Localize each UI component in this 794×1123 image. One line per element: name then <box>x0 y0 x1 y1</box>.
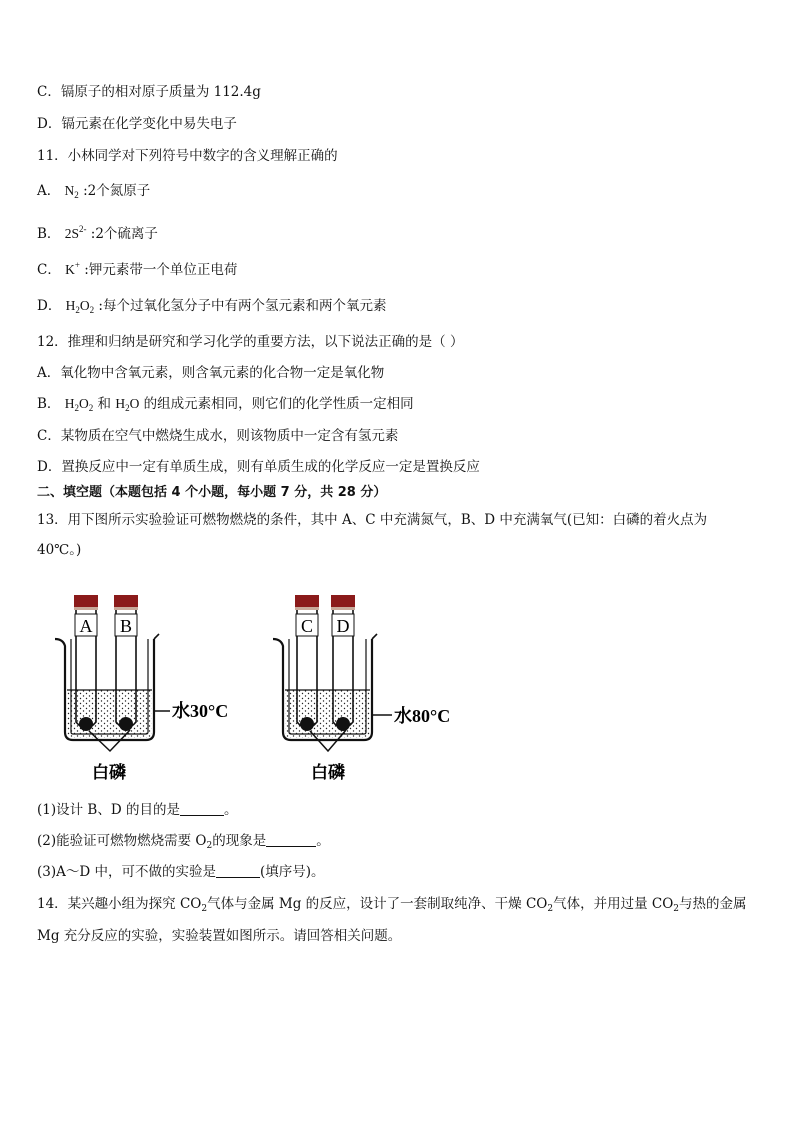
q12-option-b <box>37 394 414 414</box>
q10-option-d: D．镉元素在化学变化中易失电子 <box>37 116 237 132</box>
chem-symbol: $2S^{2-}$ <box>64 224 87 241</box>
q12-option-c: C．某物质在空气中燃烧生成水，则该物质中一定含有氢元素 <box>37 428 399 444</box>
water-temp-right: 水80°C <box>394 706 451 726</box>
q11-option-a <box>37 181 150 201</box>
q11-option-b <box>37 224 158 244</box>
option-text: :每个过氧化氢分子中有两个氢元素和两个氧元素 <box>98 298 387 314</box>
q13-part3: (3)A～D 中，可不做的实验是 (填序号)。 <box>37 864 325 880</box>
q13-stem-line1: 13．用下图所示实验验证可燃物燃烧的条件，其中 A、C 中充满氮气，B、D 中充满氧气(已知：白磷的着火点为 <box>37 512 708 528</box>
answer-blank[interactable] <box>266 832 316 847</box>
tube-label-a: A <box>79 616 93 636</box>
q12-option-a: A．氧化物中含氧元素，则含氧元素的化合物一定是氧化物 <box>37 365 385 381</box>
experiment-figure <box>37 582 497 787</box>
right-beaker <box>273 634 377 740</box>
chem-formula: $H_2O$ <box>115 396 140 413</box>
water-temp-left: 水30°C <box>172 701 229 721</box>
chem-symbol: $N_2$ <box>64 183 79 200</box>
answer-blank[interactable] <box>216 863 260 878</box>
q12-stem: 12．推理和归纳是研究和学习化学的重要方法，以下说法正确的是（ ） <box>37 334 464 350</box>
white-phosphorus-d <box>336 717 350 731</box>
option-text: :2个氮原子 <box>83 183 151 199</box>
q13-part1: (1)设计 B、D 的目的是 。 <box>37 802 238 818</box>
tube-label-b: B <box>119 616 133 636</box>
q10-option-c: C．镉原子的相对原子质量为 112.4g <box>37 84 261 100</box>
option-letter: B． <box>37 226 61 242</box>
q14-stem-line1: 14．某兴趣小组为探究 $CO_2$气体与金属 Mg 的反应，设计了一套制取纯净、干燥 $CO_2$气体，并用过量 $CO_2$与热的金属 <box>37 896 747 914</box>
option-letter: B． <box>37 396 61 412</box>
q11-option-d <box>37 296 386 316</box>
white-phosphorus-a <box>79 717 93 731</box>
option-connector: 和 <box>97 396 112 412</box>
white-phosphorus-b <box>119 717 133 731</box>
q13-part2: (2)能验证可燃物燃烧需要 $O_2$的现象是 。 <box>37 833 330 851</box>
left-beaker <box>55 634 159 740</box>
phosphorus-label-left: 白磷 <box>92 763 126 782</box>
chem-formula: $H_2O_2$ <box>65 298 95 315</box>
q11-stem: 11．小林同学对下列符号中数字的含义理解正确的 <box>37 148 338 164</box>
chem-symbol: K+ <box>65 260 80 277</box>
option-letter: A． <box>37 183 61 199</box>
chem-formula: $H_2O_2$ <box>64 396 94 413</box>
tube-label-d: D <box>336 616 350 636</box>
option-text: :2个硫离子 <box>90 226 158 242</box>
section-heading: 二、填空题（本题包括 4 个小题，每小题 7 分，共 28 分） <box>37 485 387 500</box>
q14-stem-line2: Mg 充分反应的实验，实验装置如图所示。请回答相关问题。 <box>37 928 402 944</box>
option-letter: D． <box>37 298 62 314</box>
q11-option-c <box>37 260 237 280</box>
phosphorus-label-right: 白磷 <box>311 763 345 782</box>
white-phosphorus-c <box>300 717 314 731</box>
q13-stem-line2: 40℃。) <box>37 542 82 558</box>
option-text: :钾元素带一个单位正电荷 <box>84 262 238 278</box>
tube-label-c: C <box>300 616 314 636</box>
option-text: 的组成元素相同，则它们的化学性质一定相同 <box>139 396 414 412</box>
answer-blank[interactable] <box>180 801 224 816</box>
option-letter: C． <box>37 262 61 278</box>
q12-option-d: D．置换反应中一定有单质生成，则有单质生成的化学反应一定是置换反应 <box>37 459 480 475</box>
